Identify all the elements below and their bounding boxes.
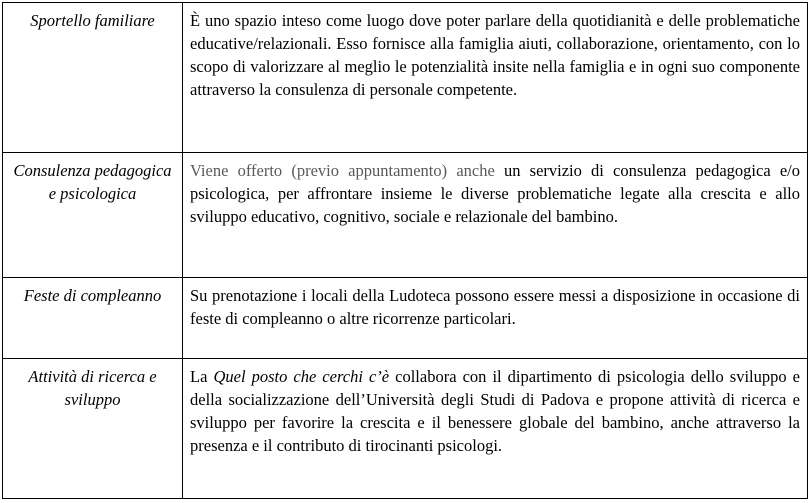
row-description [183, 153, 808, 278]
table-row [3, 3, 808, 153]
row-description [183, 359, 808, 499]
description-text: collabora con il dipartimento di psicologia dello sviluppo e della socializzazione dell’Università degli Studi di Padova e propone attività di ricerca e sviluppo per favorire la crescita e il benessere globale del bambino, anche attraverso la presenza e il contributo di tirocinanti psicologi. [190, 367, 800, 455]
row-label: Feste di compleanno [3, 278, 183, 359]
row-description: Su prenotazione i locali della Ludoteca possono essere messi a disposizione in occasione di feste di compleanno o altre ricorrenze particolari. [183, 278, 808, 359]
table-row [3, 359, 808, 499]
description-grey-text: Viene offerto (previo appuntamento) anche [190, 161, 495, 180]
row-label: Attività di ricerca e sviluppo [3, 359, 183, 499]
ludoteca-name: Quel posto che cerchi c’è [213, 367, 390, 386]
description-text: La [190, 367, 214, 386]
row-label: Consulenza pedagogica e psicologica [3, 153, 183, 278]
description-text: un servizio di consulenza pedagogica e/o psicologica, per affrontare insieme le diverse problematiche legate alla crescita e allo sviluppo educativo, cognitivo, sociale e relazionale del bambino. [190, 161, 800, 226]
table-row [3, 278, 808, 359]
row-description: È uno spazio inteso come luogo dove poter parlare della quotidianità e delle problematiche educative/relazionali. Esso fornisce alla famiglia aiuti, collaborazione, orientamento, con lo scopo di valorizzare al meglio le potenzialità insite nella famiglia e in ogni suo componente attraverso la consulenza di personale competente. [183, 3, 808, 153]
row-label: Sportello familiare [3, 3, 183, 153]
services-table [2, 2, 808, 499]
table-row [3, 153, 808, 278]
